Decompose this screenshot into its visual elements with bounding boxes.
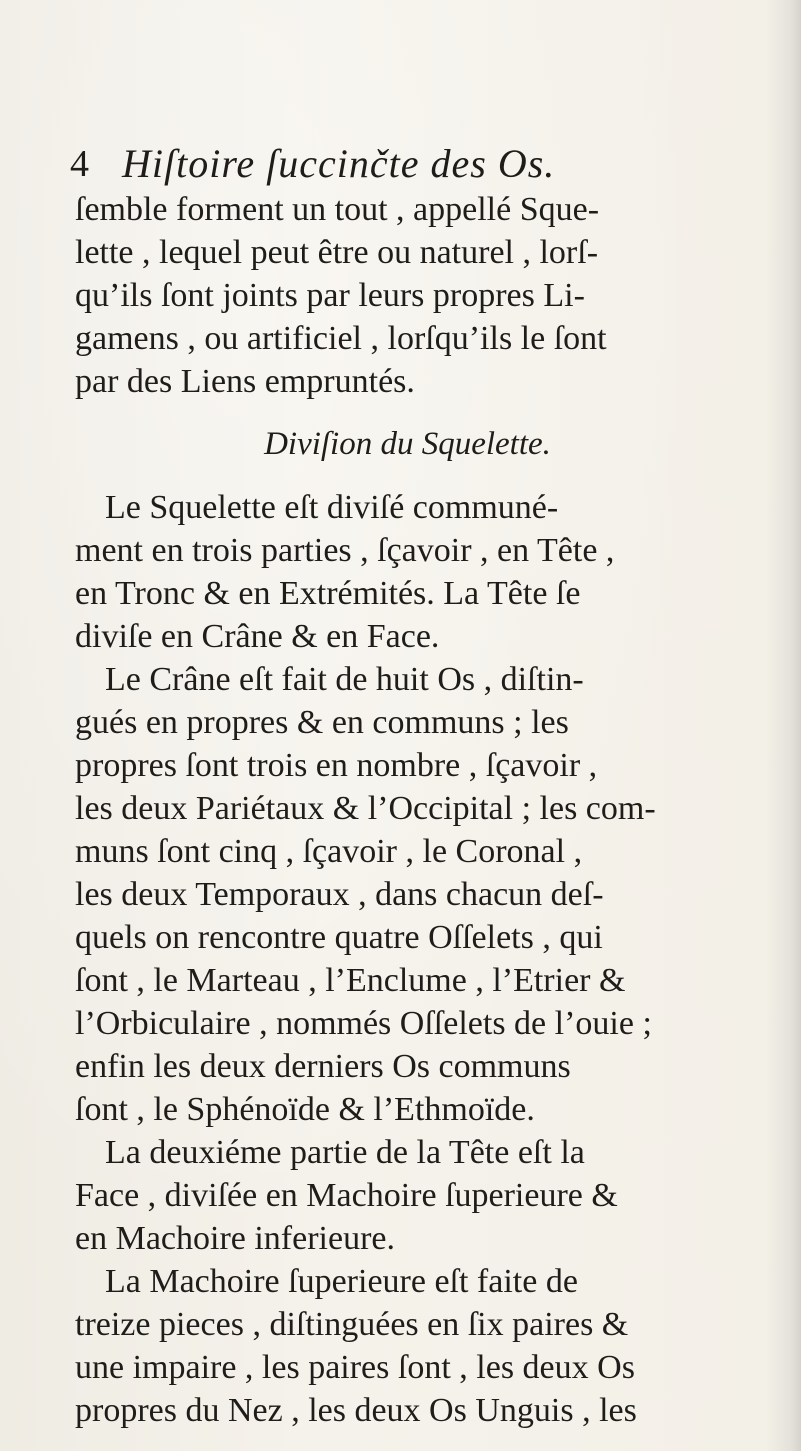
- text-line: ſont , le Sphénoïde & l’Ethmoïde.: [75, 1091, 535, 1128]
- text-line: propres du Nez , les deux Os Unguis , les: [75, 1392, 637, 1429]
- page-number: 4: [70, 143, 89, 185]
- text-line: ſemble forment un tout , appellé Sque-: [75, 191, 600, 228]
- text-line: Face , diviſée en Machoire ſuperieure &: [75, 1177, 618, 1214]
- spine-shadow: [765, 0, 801, 1451]
- text-line: lette , lequel peut être ou naturel , lorſ-: [75, 234, 599, 271]
- text-line: Le Squelette eſt diviſé communé-: [105, 489, 559, 526]
- text-line: ment en trois parties , ſçavoir , en Tête ,: [75, 532, 615, 569]
- text-line: gués en propres & en communs ; les: [75, 704, 569, 741]
- text-line: quels on rencontre quatre Oſſelets , qui: [75, 919, 603, 956]
- text-line: ſont , le Marteau , l’Enclume , l’Etrier &: [75, 962, 626, 999]
- text-line: La Machoire ſuperieure eſt faite de: [105, 1263, 578, 1300]
- text-line: les deux Pariétaux & l’Occipital ; les com-: [75, 790, 656, 827]
- text-line: en Tronc & en Extrémités. La Tête ſe: [75, 575, 581, 612]
- text-line: gamens , ou artificiel , lorſqu’ils le ſont: [75, 320, 607, 357]
- text-line: par des Liens empruntés.: [75, 363, 415, 400]
- running-title: Hiſtoire ſuccinčte des Os.: [122, 141, 556, 186]
- section-heading: Diviſion du Squelette.: [264, 426, 551, 462]
- text-line: La deuxiéme partie de la Tête eſt la: [105, 1134, 585, 1171]
- text-line: les deux Temporaux , dans chacun deſ-: [75, 876, 604, 913]
- text-line: qu’ils ſont joints par leurs propres Li-: [75, 277, 585, 314]
- text-line: diviſe en Crâne & en Face.: [75, 618, 440, 655]
- text-line: en Machoire inferieure.: [75, 1220, 395, 1257]
- text-line: propres ſont trois en nombre , ſçavoir ,: [75, 747, 598, 784]
- text-line: enfin les deux derniers Os communs: [75, 1048, 571, 1085]
- text-line: l’Orbiculaire , nommés Oſſelets de l’ouie ;: [75, 1005, 652, 1042]
- text-line: une impaire , les paires ſont , les deux Os: [75, 1349, 635, 1386]
- text-line: treize pieces , diſtinguées en ſix paires &: [75, 1306, 629, 1343]
- text-line: muns ſont cinq , ſçavoir , le Coronal ,: [75, 833, 583, 870]
- text-line: Le Crâne eſt fait de huit Os , diſtin-: [105, 661, 584, 698]
